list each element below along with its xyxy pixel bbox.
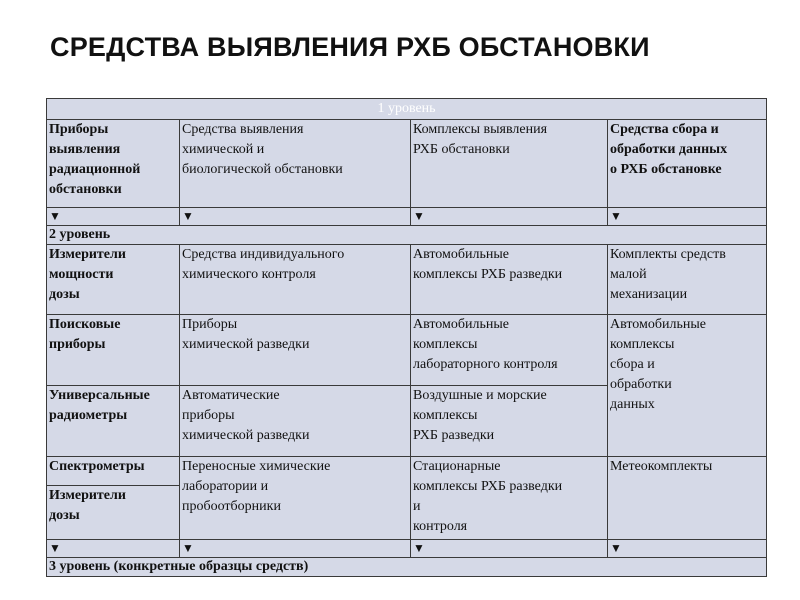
cell-line: дозы — [49, 508, 80, 523]
down-arrow-icon: ▼ — [411, 540, 608, 558]
cell-line: данных — [610, 397, 655, 412]
cell-line: Средства индивидуального — [182, 247, 345, 262]
page-title: СРЕДСТВА ВЫЯВЛЕНИЯ РХБ ОБСТАНОВКИ — [50, 32, 650, 62]
cell-line: комплексы РХБ разведки — [413, 479, 563, 494]
cell-line: Универсальные — [49, 388, 150, 403]
cell-portable-labs — [180, 457, 411, 540]
cell-line: радиометры — [49, 408, 128, 423]
cell-line: Спектрометры — [49, 459, 145, 474]
cell-line: РХБ разведки — [413, 428, 495, 443]
cell-line: биологической обстановки — [182, 162, 343, 177]
down-arrow-icon: ▼ — [47, 208, 180, 226]
cell-line: Автомобильные — [610, 317, 706, 332]
cell-line: Воздушные и морские — [413, 388, 547, 403]
cell-line: Комплекты средств — [610, 247, 726, 262]
cell-line: Метеокомплекты — [610, 459, 713, 474]
cell-line: комплексы — [610, 337, 675, 352]
cell-search-devices — [47, 315, 180, 386]
cell-line: приборы — [49, 337, 106, 352]
cell-line: Автомобильные — [413, 247, 509, 262]
level-2-header: 2 уровень — [47, 226, 767, 245]
level-3-header: 3 уровень (конкретные образцы средств) — [47, 558, 767, 577]
cell-line: пробоотборники — [182, 499, 281, 514]
cell-meteo-kits — [608, 457, 767, 540]
cell-chem-bio-detection — [180, 120, 411, 208]
cell-air-sea-complexes — [411, 386, 608, 457]
down-arrow-icon: ▼ — [608, 208, 767, 226]
cell-line: Приборы — [182, 317, 238, 332]
cell-line: РХБ обстановки — [413, 142, 510, 157]
cell-line: малой — [610, 267, 647, 282]
cell-line: химической и — [182, 142, 265, 157]
cell-line: радиационной — [49, 162, 141, 177]
down-arrow-icon: ▼ — [608, 540, 767, 558]
cell-chem-recon-devices — [180, 315, 411, 386]
cell-auto-lab-complexes — [411, 315, 608, 386]
cell-line: химической разведки — [182, 428, 310, 443]
cell-line: Измерители — [49, 488, 126, 503]
cell-dose-meters — [47, 486, 180, 540]
cell-line: комплексы — [413, 408, 478, 423]
cell-line: Автоматические — [182, 388, 280, 403]
cell-universal-radiometers — [47, 386, 180, 457]
cell-line: химической разведки — [182, 337, 310, 352]
cell-line: комплексы — [413, 337, 478, 352]
down-arrow-icon: ▼ — [180, 208, 411, 226]
cell-line: приборы — [182, 408, 235, 423]
cell-line: Поисковые — [49, 317, 121, 332]
cell-line: Средства выявления — [182, 122, 304, 137]
cell-stationary-complexes — [411, 457, 608, 540]
cell-line: обработки — [610, 377, 672, 392]
cell-auto-chem-recon — [180, 386, 411, 457]
cell-line: и — [413, 499, 421, 514]
cell-line: Автомобильные — [413, 317, 509, 332]
cell-line: Средства сбора и — [610, 122, 719, 137]
cell-auto-recon-complexes — [411, 245, 608, 315]
level-1-header: 1 уровень — [47, 99, 767, 120]
cell-line: мощности — [49, 267, 114, 282]
cell-line: Измерители — [49, 247, 126, 262]
cell-line: о РХБ обстановке — [610, 162, 722, 177]
cell-line: Переносные химические — [182, 459, 331, 474]
cell-line: сбора и — [610, 357, 655, 372]
down-arrow-icon: ▼ — [180, 540, 411, 558]
cell-line: Стационарные — [413, 459, 501, 474]
cell-line: лаборатории и — [182, 479, 269, 494]
cell-line: комплексы РХБ разведки — [413, 267, 563, 282]
cell-line: выявления — [49, 142, 121, 157]
cell-line: дозы — [49, 287, 80, 302]
cell-data-collection — [608, 120, 767, 208]
cell-line: Комплексы выявления — [413, 122, 548, 137]
cell-line: химического контроля — [182, 267, 316, 282]
cell-dose-rate-meters — [47, 245, 180, 315]
cell-line: контроля — [413, 519, 468, 534]
cell-line: обстановки — [49, 182, 122, 197]
cell-individual-chem-control — [180, 245, 411, 315]
cell-small-mechanization — [608, 245, 767, 315]
down-arrow-icon: ▼ — [47, 540, 180, 558]
cell-rkhb-complexes — [411, 120, 608, 208]
cell-spectrometers — [47, 457, 180, 486]
cell-auto-data-complexes — [608, 315, 767, 457]
cell-line: обработки данных — [610, 142, 728, 157]
cell-line: механизации — [610, 287, 688, 302]
structure-table — [46, 98, 767, 577]
cell-line: лабораторного контроля — [413, 357, 558, 372]
down-arrow-icon: ▼ — [411, 208, 608, 226]
cell-radiation-devices — [47, 120, 180, 208]
cell-line: Приборы — [49, 122, 109, 137]
